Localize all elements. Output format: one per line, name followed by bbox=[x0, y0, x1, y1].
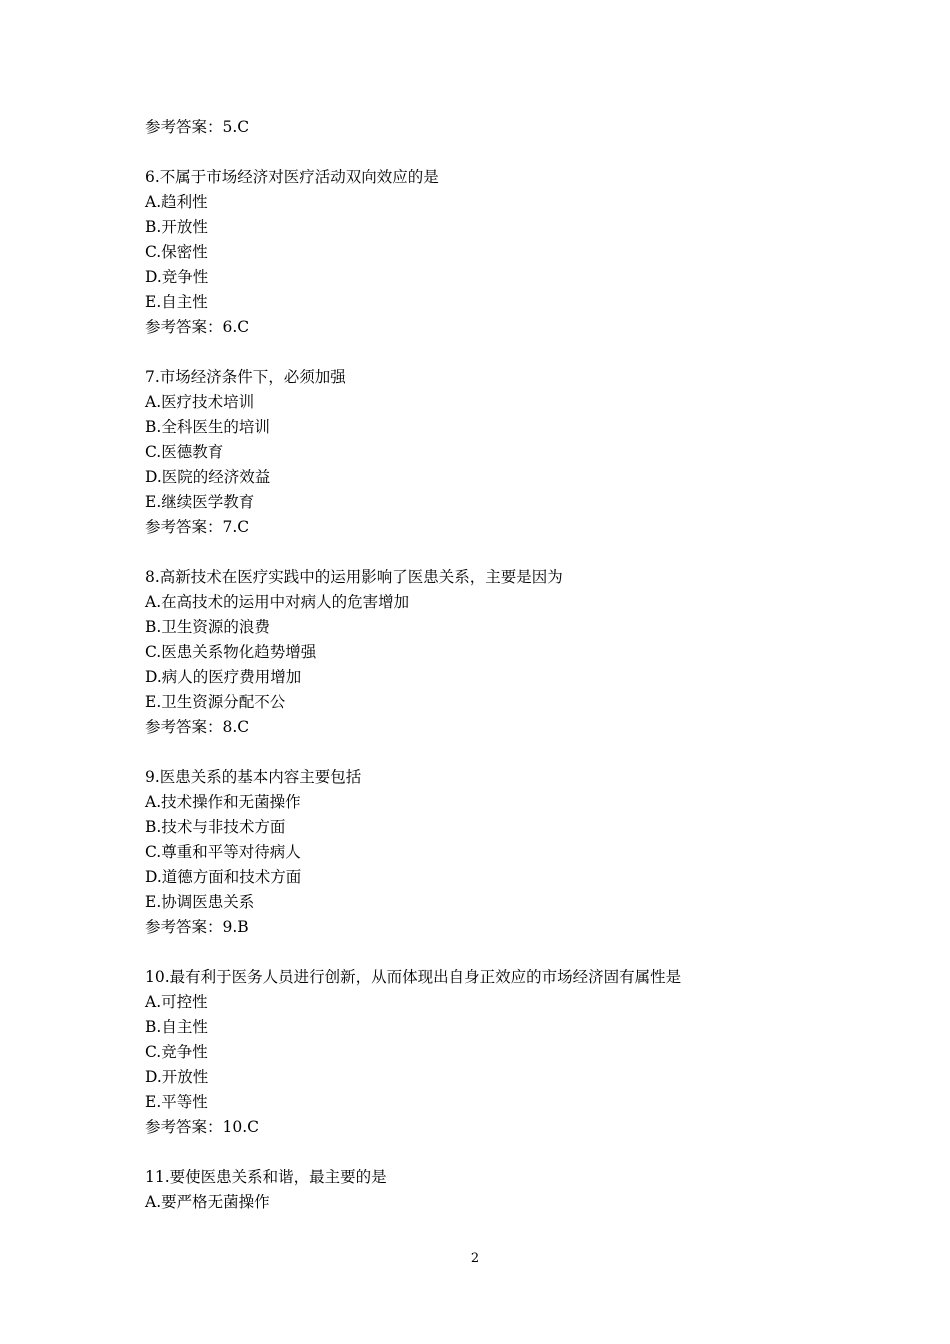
question-block bbox=[145, 1165, 845, 1215]
option-a: A.趋利性 bbox=[145, 193, 208, 211]
answer-line: 参考答案：5.C bbox=[145, 118, 250, 136]
option-c: C.医患关系物化趋势增强 bbox=[145, 643, 317, 661]
option-c: C.保密性 bbox=[145, 243, 208, 261]
question-stem: 6.不属于市场经济对医疗活动双向效应的是 bbox=[145, 168, 439, 186]
spacer bbox=[145, 540, 845, 565]
option-e: E.平等性 bbox=[145, 1093, 208, 1111]
option-a: A.要严格无菌操作 bbox=[145, 1193, 270, 1211]
spacer bbox=[145, 940, 845, 965]
option-e: E.协调医患关系 bbox=[145, 893, 255, 911]
answer-line: 参考答案：8.C bbox=[145, 718, 250, 736]
option-d: D.病人的医疗费用增加 bbox=[145, 668, 302, 686]
answer-line: 参考答案：9.B bbox=[145, 918, 249, 936]
option-a: A.技术操作和无菌操作 bbox=[145, 793, 301, 811]
page-content bbox=[145, 115, 845, 1215]
option-c: C.尊重和平等对待病人 bbox=[145, 843, 301, 861]
question-block bbox=[145, 165, 845, 340]
answer-line: 参考答案：7.C bbox=[145, 518, 250, 536]
option-d: D.医院的经济效益 bbox=[145, 468, 271, 486]
option-c: C.医德教育 bbox=[145, 443, 224, 461]
option-b: B.开放性 bbox=[145, 218, 208, 236]
page-number: 2 bbox=[470, 1251, 480, 1266]
question-stem: 9.医患关系的基本内容主要包括 bbox=[145, 768, 362, 786]
option-b: B.卫生资源的浪费 bbox=[145, 618, 270, 636]
spacer bbox=[145, 140, 845, 165]
option-a: A.在高技术的运用中对病人的危害增加 bbox=[145, 593, 410, 611]
question-stem: 8.高新技术在医疗实践中的运用影响了医患关系，主要是因为 bbox=[145, 568, 563, 586]
question-block bbox=[145, 965, 845, 1140]
option-e: E.卫生资源分配不公 bbox=[145, 693, 286, 711]
spacer bbox=[145, 340, 845, 365]
option-c: C.竞争性 bbox=[145, 1043, 208, 1061]
option-e: E.继续医学教育 bbox=[145, 493, 255, 511]
question-stem: 7.市场经济条件下，必须加强 bbox=[145, 368, 346, 386]
answer-line: 参考答案：10.C bbox=[145, 1118, 260, 1136]
question-stem: 10.最有利于医务人员进行创新，从而体现出自身正效应的市场经济固有属性是 bbox=[145, 968, 682, 986]
option-d: D.竞争性 bbox=[145, 268, 209, 286]
option-b: B.全科医生的培训 bbox=[145, 418, 270, 436]
option-d: D.开放性 bbox=[145, 1068, 209, 1086]
question-stem: 11.要使医患关系和谐，最主要的是 bbox=[145, 1168, 387, 1186]
option-a: A.医疗技术培训 bbox=[145, 393, 255, 411]
option-b: B.技术与非技术方面 bbox=[145, 818, 286, 836]
option-a: A.可控性 bbox=[145, 993, 208, 1011]
option-d: D.道德方面和技术方面 bbox=[145, 868, 302, 886]
spacer bbox=[145, 740, 845, 765]
option-e: E.自主性 bbox=[145, 293, 208, 311]
spacer bbox=[145, 1140, 845, 1165]
option-b: B.自主性 bbox=[145, 1018, 208, 1036]
question-block bbox=[145, 765, 845, 940]
question-block bbox=[145, 365, 845, 540]
question-block bbox=[145, 565, 845, 740]
answer-line: 参考答案：6.C bbox=[145, 318, 250, 336]
